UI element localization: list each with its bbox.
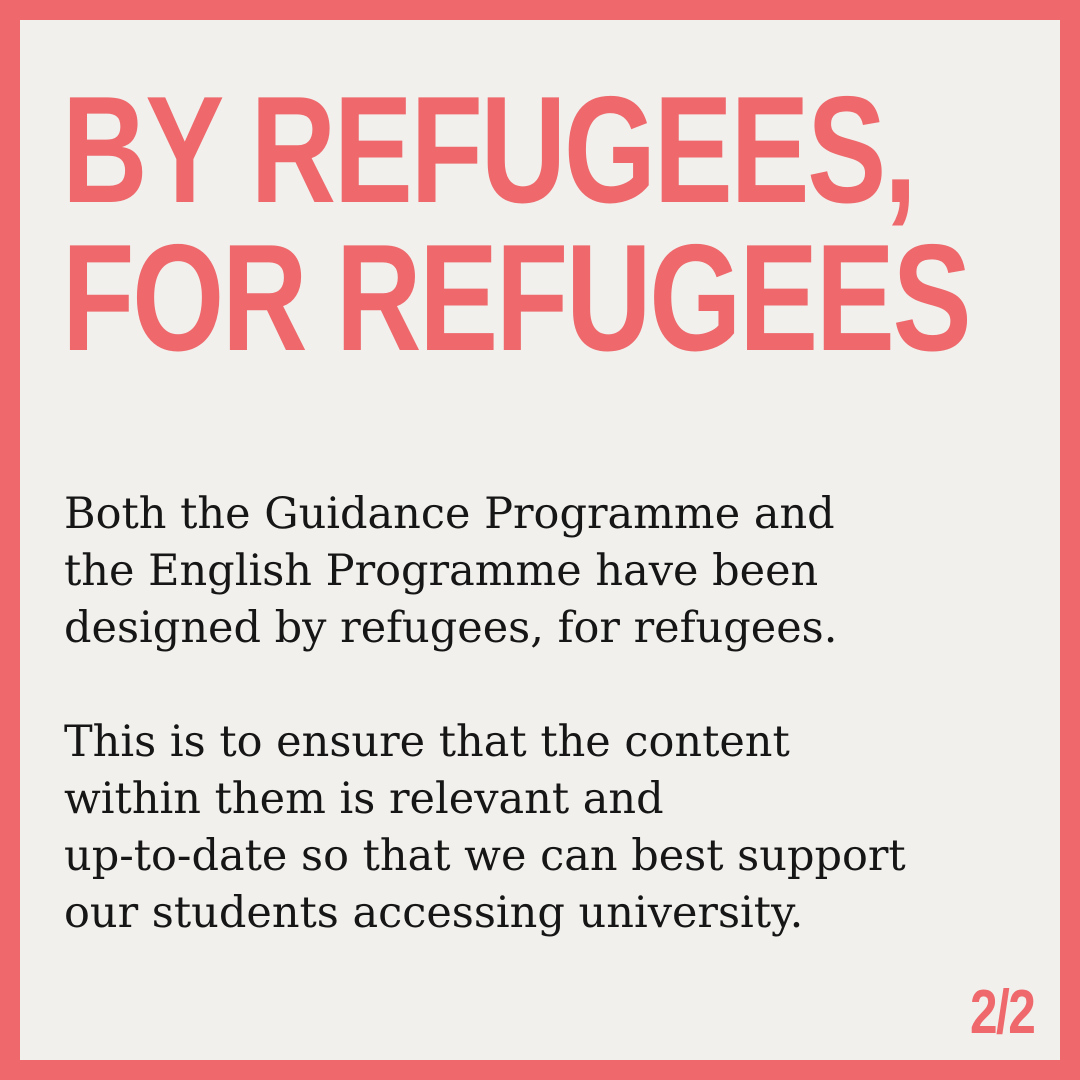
paragraph-2-line: our students accessing university.	[64, 888, 804, 938]
body-text	[64, 486, 1044, 942]
post-card	[20, 20, 1060, 1060]
paragraph-1-line: designed by refugees, for refugees.	[64, 603, 838, 653]
paragraph-1	[64, 486, 1044, 657]
paragraph-1-line: the English Programme have been	[64, 546, 819, 596]
paragraph-2-line: within them is relevant and	[64, 774, 664, 824]
paragraph-2-line: This is to ensure that the content	[64, 717, 790, 767]
headline-line-2: FOR REFUGEES	[62, 213, 970, 383]
paragraph-1-line: Both the Guidance Programme and	[64, 489, 835, 539]
paragraph-2	[64, 714, 1044, 942]
paragraph-gap	[64, 657, 1044, 714]
headline	[62, 65, 970, 383]
headline-line-1: BY REFUGEES,	[62, 65, 915, 235]
page-indicator: 2/2	[969, 978, 1034, 1047]
paragraph-2-line: up-to-date so that we can best support	[64, 831, 906, 881]
